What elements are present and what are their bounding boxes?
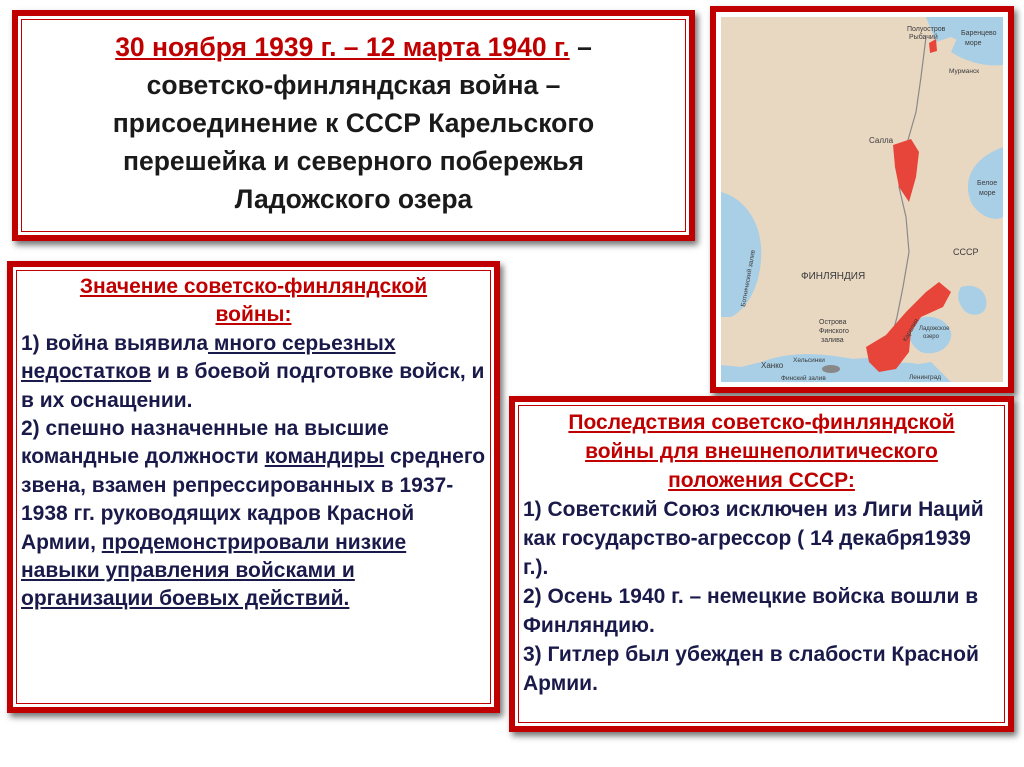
- label-beloe-2: море: [979, 190, 996, 197]
- label-islands-3: залива: [821, 337, 844, 344]
- label-islands-2: Финского: [819, 328, 849, 335]
- title-box: [12, 10, 695, 241]
- consequences-point-3: 3) Гитлер был убежден в слабости Красной Армии.: [523, 643, 979, 695]
- label-poluostrov: Полуостров: [907, 26, 946, 33]
- label-leningrad: Ленинград: [909, 374, 942, 381]
- label-murmansk: Мурманск: [949, 68, 980, 75]
- consequences-heading-line-1: Последствия советско-финляндской: [568, 411, 955, 434]
- significance-box: [7, 261, 500, 713]
- label-bothnia: Ботнический залив: [740, 249, 757, 308]
- label-beloe-1: Белое: [977, 180, 998, 187]
- consequences-point-1: 1) Советский Союз исключен из Лиги Наций как государство-агрессор ( 14 декабря1939 г.).: [523, 498, 984, 579]
- label-islands-1: Острова: [819, 319, 847, 326]
- point-2-text: 2) спешно назначенные на высшие командные должности: [21, 417, 389, 469]
- significance-point-2: [21, 417, 485, 610]
- title-dash: –: [569, 32, 592, 62]
- consequences-heading: [523, 408, 1000, 495]
- consequences-box: [509, 396, 1014, 732]
- significance-heading-line-2: войны:: [215, 303, 292, 327]
- map-box: [710, 6, 1014, 393]
- label-finland: ФИНЛЯНДИЯ: [801, 271, 866, 282]
- label-barents-1: Баренцево: [961, 30, 997, 37]
- title-line-4: перешейка и северного побережья: [123, 146, 584, 176]
- significance-heading-line-1: Значение советско-финляндской: [79, 275, 428, 298]
- point-1-underlined: много серьезных недостатков: [21, 331, 396, 384]
- significance-heading: [21, 273, 486, 330]
- title-line-3: присоединение к СССР Карельского: [112, 108, 595, 138]
- label-gulf: Финский залив: [781, 375, 826, 382]
- label-ladoga-1: Ладожское: [919, 326, 950, 332]
- consequences-point-2: 2) Осень 1940 г. – немецкие войска вошли в Финляндию.: [523, 585, 979, 637]
- point-2-middle: среднего звена, взамен репрессированных в 1937-1938 гг. руководящих кадров Красной Армии,: [21, 445, 486, 554]
- finland-map: [721, 17, 1003, 382]
- title-line-5: Ладожского озера: [234, 184, 473, 214]
- label-ladoga-2: озеро: [923, 334, 939, 340]
- point-1-text: 1) война выявила: [21, 331, 209, 355]
- label-karelia: Карелия: [901, 317, 921, 343]
- significance-text: [21, 273, 486, 614]
- consequences-text: [523, 408, 1000, 698]
- islands-marker: [822, 365, 840, 373]
- label-helsinki: Хельсинки: [793, 357, 825, 364]
- label-salla: Салла: [869, 136, 894, 145]
- label-barents-2: море: [965, 40, 982, 47]
- point-1-tail: и в боевой подготовке войск, и в их оснащении.: [21, 360, 485, 412]
- label-ussr: СССР: [953, 247, 979, 257]
- label-rybachiy: Рыбачий: [909, 34, 938, 41]
- title-line-2: советско-финляндская война –: [146, 70, 561, 100]
- label-hanko: Ханко: [761, 361, 784, 370]
- point-2-underlined-1: командиры: [264, 445, 385, 469]
- point-2-underlined-2: продемонстрировали низкие навыки управления войсками и организации боевых действий.: [21, 530, 407, 611]
- title-date: 30 ноября 1939 г. – 12 марта 1940 г.: [115, 32, 570, 62]
- consequences-heading-line-3: положения СССР:: [668, 469, 855, 492]
- slide-title: [28, 28, 679, 218]
- consequences-heading-line-2: войны для внешнеполитического: [585, 440, 938, 463]
- significance-point-1: [21, 332, 484, 412]
